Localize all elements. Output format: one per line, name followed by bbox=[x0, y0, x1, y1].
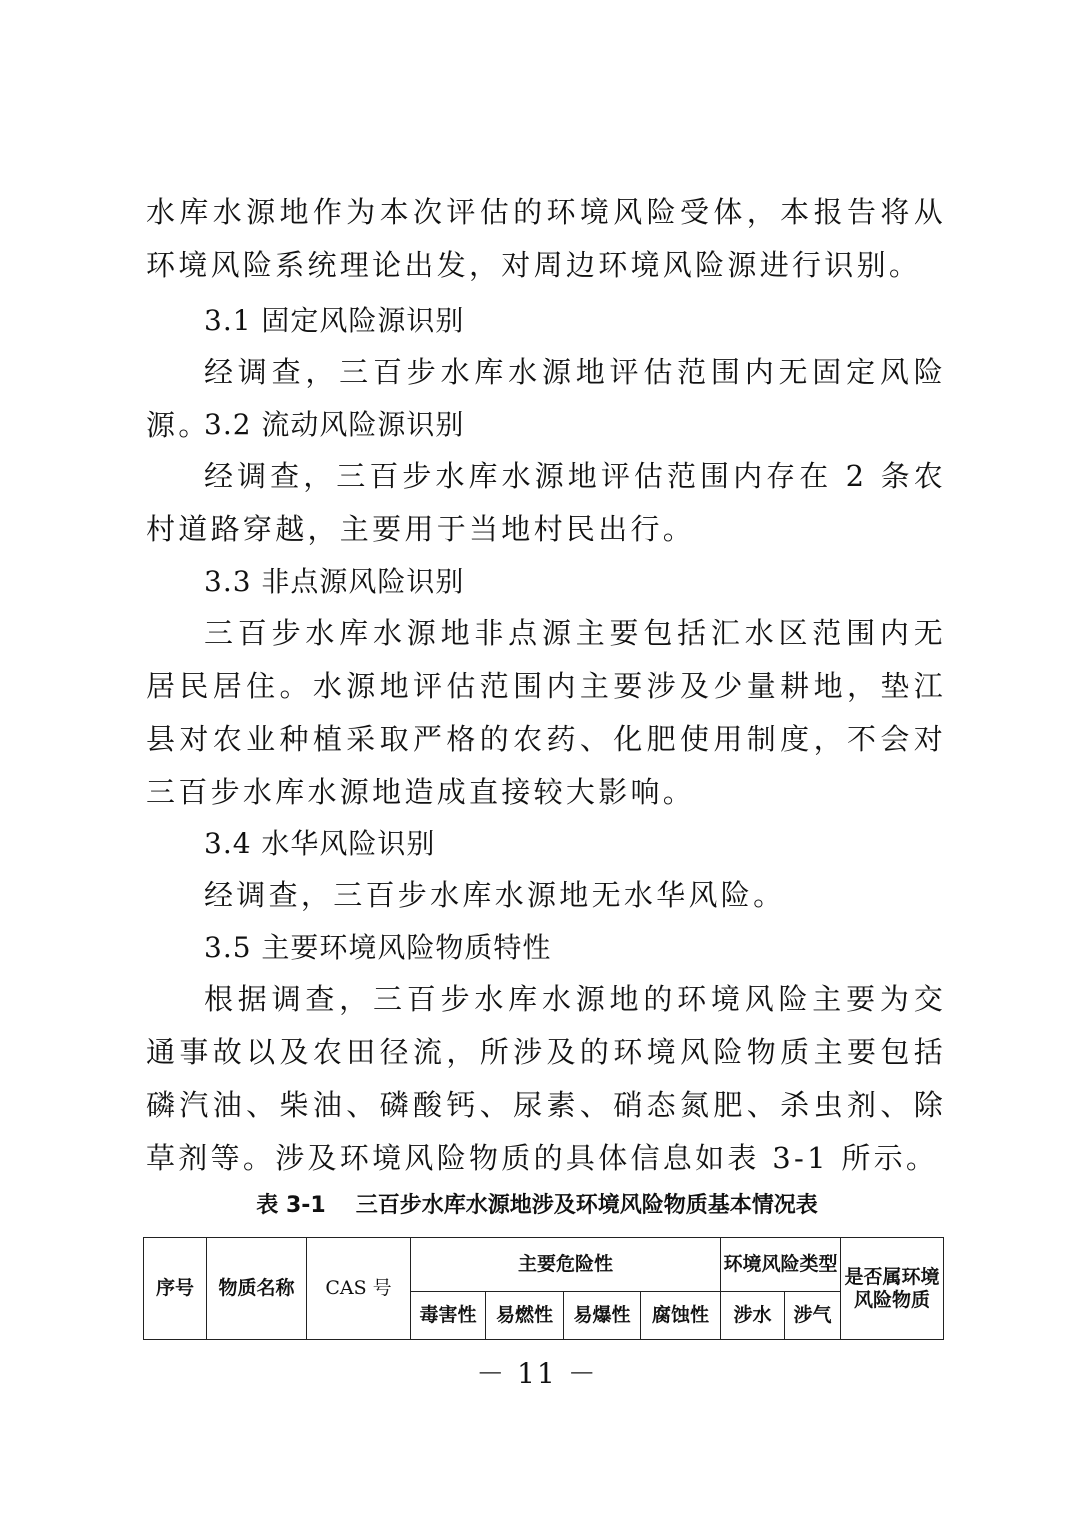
paragraph-3-3: 三百步水库水源地非点源主要包括汇水区范围内无居民居住。水源地评估范围内主要涉及少量耕地，垫江县对农业种植采取严格的农药、化肥使用制度，不会对三百步水库水源地造成直接较大影响。 bbox=[146, 616, 946, 809]
paragraph-3-4: 经调查，三百步水库水源地无水华风险。 bbox=[204, 878, 786, 912]
paragraph-3-1: 经调查，三百步水库水源地评估范围内无固定风险源。 bbox=[146, 355, 946, 442]
table-caption-number: 表 3-1 bbox=[256, 1193, 326, 1218]
paragraph-3-5: 根据调查，三百步水库水源地的环境风险主要为交通事故以及农田径流，所涉及的环境风险物质主要包括磷汽油、柴油、磷酸钙、尿素、硝态氮肥、杀虫剂、除草剂等。涉及环境风险物质的具体信息如表 3-1 所示。 bbox=[146, 982, 946, 1175]
page-number: － 11 － bbox=[476, 1357, 598, 1390]
section-heading-3-2: 3.2 流动风险源识别 bbox=[204, 408, 465, 441]
header-is-risk-substance: 是否属环境风险物质 bbox=[841, 1238, 944, 1340]
header-cas-number: CAS 号 bbox=[307, 1238, 411, 1340]
header-flammability: 易燃性 bbox=[486, 1292, 564, 1340]
table-caption bbox=[0, 1188, 1074, 1219]
header-water-related: 涉水 bbox=[721, 1292, 785, 1340]
section-heading-3-4: 3.4 水华风险识别 bbox=[204, 827, 436, 860]
header-toxicity: 毒害性 bbox=[411, 1292, 486, 1340]
section-heading-3-5: 3.5 主要环境风险物质特性 bbox=[204, 931, 552, 964]
header-corrosiveness: 腐蚀性 bbox=[641, 1292, 721, 1340]
header-seq: 序号 bbox=[144, 1238, 207, 1340]
paragraph-3-2: 经调查，三百步水库水源地评估范围内存在 2 条农村道路穿越，主要用于当地村民出行。 bbox=[146, 459, 946, 546]
header-substance-name: 物质名称 bbox=[207, 1238, 307, 1340]
header-risk-type: 环境风险类型 bbox=[721, 1238, 841, 1292]
risk-substance-table bbox=[143, 1237, 944, 1340]
section-heading-3-1: 3.1 固定风险源识别 bbox=[204, 304, 465, 337]
table-caption-title: 三百步水库水源地涉及环境风险物质基本情况表 bbox=[355, 1193, 818, 1218]
header-air-related: 涉气 bbox=[785, 1292, 841, 1340]
header-main-hazard: 主要危险性 bbox=[411, 1238, 721, 1292]
section-heading-3-3: 3.3 非点源风险识别 bbox=[204, 565, 465, 598]
header-explosiveness: 易爆性 bbox=[564, 1292, 641, 1340]
paragraph-intro: 水库水源地作为本次评估的环境风险受体，本报告将从环境风险系统理论出发，对周边环境风险源进行识别。 bbox=[146, 195, 946, 282]
